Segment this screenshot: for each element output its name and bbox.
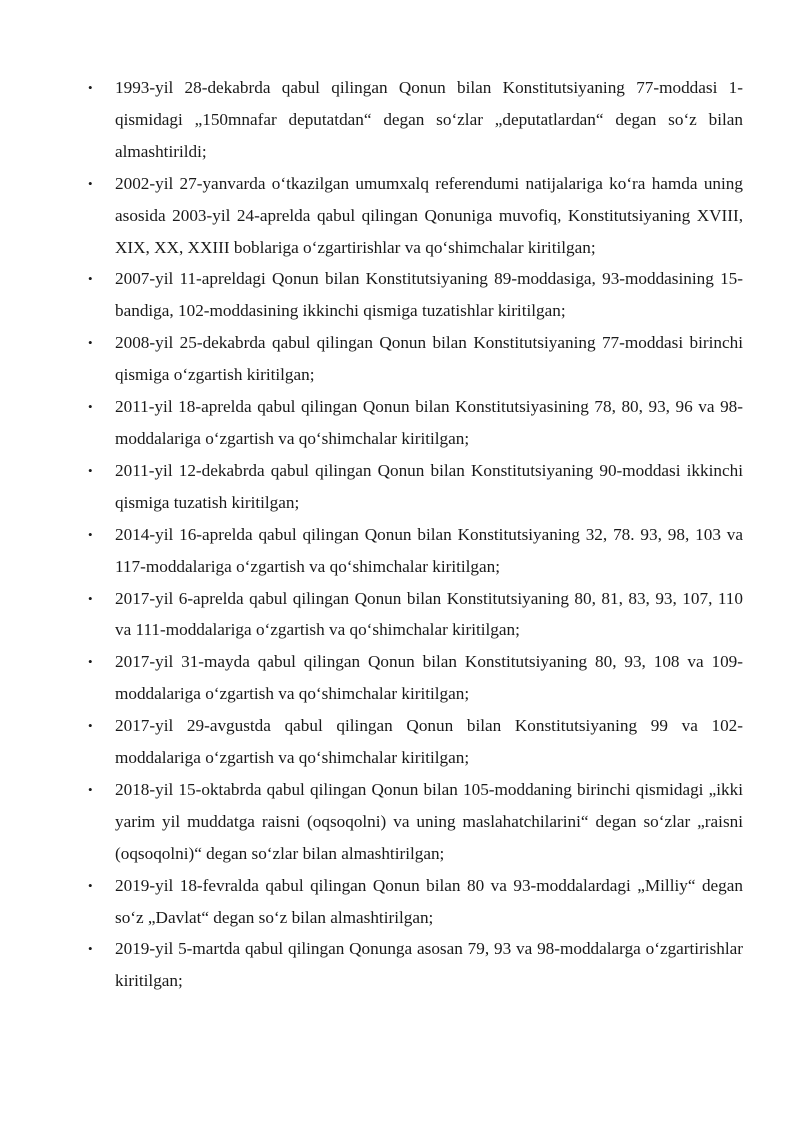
- list-item-text: 2017-yil 31-mayda qabul qilingan Qonun bilan Konstitutsiyaning 80, 93, 108 va 109-moddalariga o‘zgartish va qo‘shimchalar kiritilgan;: [115, 652, 743, 704]
- list-item: [88, 519, 743, 583]
- bullet-icon: •: [88, 877, 93, 893]
- bullet-icon: •: [88, 335, 93, 351]
- list-item-text: 2018-yil 15-oktabrda qabul qilingan Qonun bilan 105-moddaning birinchi qismidagi „ikki yarim yil muddatga raisni (oqsoqolni) va uning maslahatchilarini“ degan so‘zlar „raisni (oqsoqolni)“ degan so‘zlar bilan almashtirilgan;: [115, 779, 743, 863]
- list-item-text: 2019-yil 18-fevralda qabul qilingan Qonun bilan 80 va 93-moddalardagi „Milliy“ degan so‘z „Davlat“ degan so‘z bilan almashtirilgan;: [115, 875, 743, 927]
- bullet-icon: •: [88, 590, 93, 606]
- list-item-text: 2011-yil 12-dekabrda qabul qilingan Qonun bilan Konstitutsiyaning 90-moddasi ikkinchi qismiga tuzatish kiritilgan;: [115, 460, 743, 512]
- list-item: [88, 870, 743, 934]
- bullet-icon: •: [88, 271, 93, 287]
- bullet-icon: •: [88, 781, 93, 797]
- list-item-text: 2019-yil 5-martda qabul qilingan Qonunga asosan 79, 93 va 98-moddalarga o‘zgartirishlar kiritilgan;: [115, 939, 743, 991]
- list-item: [88, 263, 743, 327]
- list-item: [88, 327, 743, 391]
- list-item-text: 2017-yil 29-avgustda qabul qilingan Qonun bilan Konstitutsiyaning 99 va 102-moddalariga o‘zgartish va qo‘shimchalar kiritilgan;: [115, 716, 743, 768]
- bullet-icon: •: [88, 175, 93, 191]
- list-item: [88, 710, 743, 774]
- bullet-icon: •: [88, 462, 93, 478]
- list-item-text: 2007-yil 11-apreldagi Qonun bilan Konstitutsiyaning 89-moddasiga, 93-moddasining 15-bandiga, 102-moddasining ikkinchi qismiga tuzatishlar kiritilgan;: [115, 269, 743, 321]
- bullet-icon: •: [88, 399, 93, 415]
- list-item: [88, 72, 743, 168]
- list-item-text: 2017-yil 6-aprelda qabul qilingan Qonun bilan Konstitutsiyaning 80, 81, 83, 93, 107, 110 va 111-moddalariga o‘zgartish va qo‘shimchalar kiritilgan;: [115, 588, 743, 640]
- bullet-icon: •: [88, 718, 93, 734]
- bullet-icon: •: [88, 80, 93, 95]
- list-item: [88, 391, 743, 455]
- list-item: [88, 933, 743, 997]
- list-item-text: 2008-yil 25-dekabrda qabul qilingan Qonun bilan Konstitutsiyaning 77-moddasi birinchi qismiga o‘zgartish kiritilgan;: [115, 333, 743, 385]
- list-item: [88, 646, 743, 710]
- list-item: [88, 583, 743, 647]
- list-item: [88, 455, 743, 519]
- bullet-icon: •: [88, 941, 93, 957]
- list-item-text: 2014-yil 16-aprelda qabul qilingan Qonun bilan Konstitutsiyaning 32, 78. 93, 98, 103 va 117-moddalariga o‘zgartish va qo‘shimchalar kiritilgan;: [115, 524, 743, 576]
- list-item-text: 2002-yil 27-yanvarda o‘tkazilgan umumxalq referendumi natijalariga ko‘ra hamda uning asosida 2003-yil 24-aprelda qabul qilingan Qonuniga muvofiq, Konstitutsiyaning XVIII, XIX, XX, XXIII boblariga o‘zgartirishlar va qo‘shimchalar kiritilgan;: [115, 173, 743, 257]
- bullet-icon: •: [88, 654, 93, 670]
- list-item: [88, 168, 743, 264]
- amendments-list: [88, 72, 743, 997]
- list-item: [88, 774, 743, 870]
- list-item-text: 2011-yil 18-aprelda qabul qilingan Qonun bilan Konstitutsiyasining 78, 80, 93, 96 va 98-moddalariga o‘zgartish va qo‘shimchalar kiritilgan;: [115, 397, 743, 448]
- list-item-text: 1993-yil 28-dekabrda qabul qilingan Qonun bilan Konstitutsiyaning 77-moddasi 1-qismidagi „150mnafar deputatdan“ degan so‘zlar „deputatlardan“ degan so‘z bilan almashtirildi;: [115, 78, 743, 161]
- bullet-icon: •: [88, 526, 93, 542]
